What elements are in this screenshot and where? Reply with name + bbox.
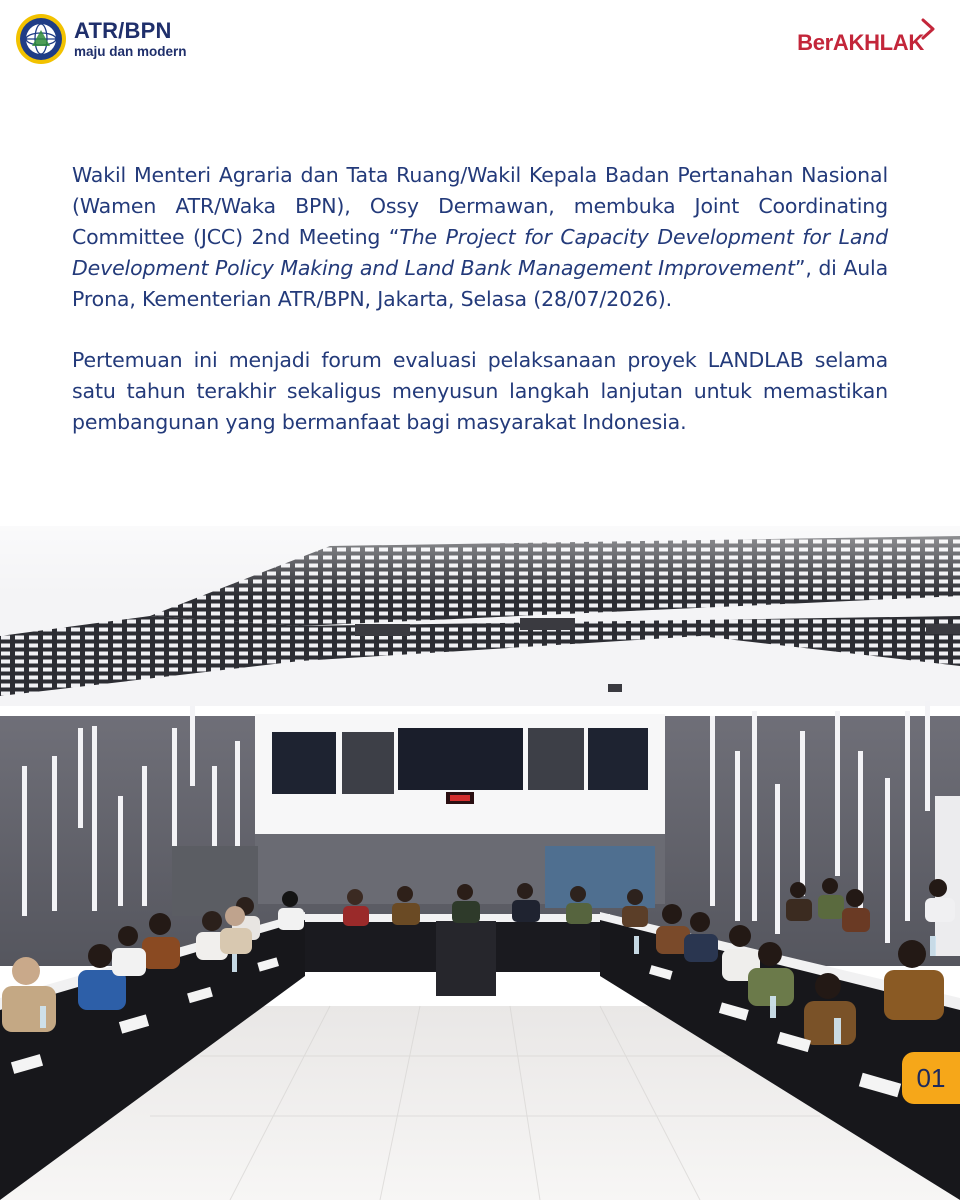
page-number-badge: 01 [902,1052,960,1104]
ministry-emblem-icon [14,12,68,66]
article-paragraph-1 [72,160,888,315]
article-body [72,160,888,438]
logo-tagline: maju dan modern [74,43,187,59]
paragraph-1-location: ”, di Aula Prona, Kementerian ATR/BPN, Jakarta, Selasa (28/07/2026). [72,256,888,311]
project-title: The Project for Capacity Development for Land Development Policy Making and Land Bank Management Improvement [72,225,888,280]
logo-title: ATR/BPN [74,17,172,43]
atr-bpn-logo [14,12,187,66]
paragraph-1-intro: Wakil Menteri Agraria dan Tata Ruang/Wakil Kepala Badan Pertanahan Nasional (Wamen ATR/Waka BPN), Ossy Dermawan, membuka Joint Coordinating Committee (JCC) 2nd Meeting “ [72,163,888,249]
meeting-room-illustration [0,466,960,1200]
meeting-photo [0,466,960,1200]
berakhlak-brand: BerAKHLAK [797,30,924,55]
article-paragraph-2: Pertemuan ini menjadi forum evaluasi pelaksanaan proyek LANDLAB selama satu tahun terakhir sekaligus menyusun langkah lanjutan untuk memastikan pembangunan yang bermanfaat bagi masyarakat Indonesia. [72,348,888,434]
chevron-right-icon [920,18,936,40]
